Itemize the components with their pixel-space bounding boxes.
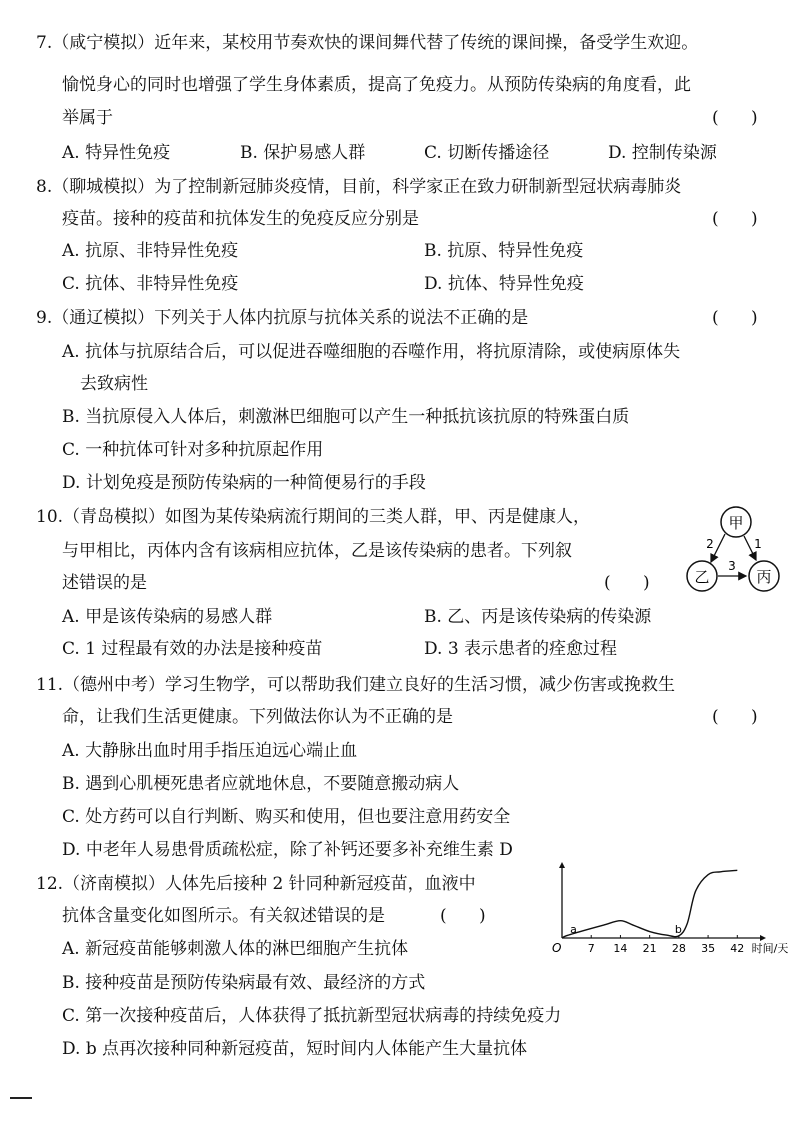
q11-stem-line-2: 命，让我们生活更健康。下列做法你认为不正确的是 xyxy=(62,707,453,727)
node-yi-label: 乙 xyxy=(694,568,710,586)
q12-answer-blank: ( ) xyxy=(440,906,486,926)
arrow-2-label: 2 xyxy=(706,537,714,551)
q10-option-d: D. 3 表示患者的痊愈过程 xyxy=(424,639,618,659)
antibody-level-chart xyxy=(540,862,790,962)
arrow-3-label: 3 xyxy=(728,559,736,573)
q10-option-c: C. 1 过程最有效的办法是接种疫苗 xyxy=(62,639,323,659)
q7-option-b: B. 保护易感人群 xyxy=(240,143,366,163)
q11-option-a: A. 大静脉出血时用手指压迫远心端止血 xyxy=(62,741,358,761)
x-tick-label: 7 xyxy=(587,942,595,955)
q12-option-a: A. 新冠疫苗能够刺激人体的淋巴细胞产生抗体 xyxy=(62,939,409,959)
origin-label: O xyxy=(552,941,562,955)
antibody-curve xyxy=(562,870,737,938)
q12-option-d: D. b 点再次接种同种新冠疫苗，短时间内人体能产生大量抗体 xyxy=(62,1039,528,1059)
q9-stem-line-1: 9.（通辽模拟）下列关于人体内抗原与抗体关系的说法不正确的是 xyxy=(36,308,529,328)
q11-option-b: B. 遇到心肌梗死患者应就地休息，不要随意搬动病人 xyxy=(62,774,460,794)
arrow-1-label: 1 xyxy=(754,537,762,551)
q8-option-d: D. 抗体、特异性免疫 xyxy=(424,274,584,294)
q9-option-b: B. 当抗原侵入人体后，刺激淋巴细胞可以产生一种抵抗该抗原的特殊蛋白质 xyxy=(62,407,630,427)
q7-answer-blank: ( ) xyxy=(712,108,758,128)
q8-stem-line-2: 疫苗。接种的疫苗和抗体发生的免疫反应分别是 xyxy=(62,209,419,229)
page-footer-rule xyxy=(10,1097,32,1099)
q12-option-b: B. 接种疫苗是预防传染病最有效、最经济的方式 xyxy=(62,973,426,993)
q9-option-a-line-2: 去致病性 xyxy=(80,374,148,394)
q9-option-d: D. 计划免疫是预防传染病的一种简便易行的手段 xyxy=(62,473,426,493)
q8-answer-blank: ( ) xyxy=(712,209,758,229)
q11-option-c: C. 处方药可以自行判断、购买和使用，但也要注意用药安全 xyxy=(62,807,511,827)
x-tick-label: 35 xyxy=(701,942,716,955)
x-tick-label: 42 xyxy=(730,942,745,955)
q12-stem-line-2: 抗体含量变化如图所示。有关叙述错误的是 xyxy=(62,906,385,926)
q10-option-a: A. 甲是该传染病的易感人群 xyxy=(62,607,273,627)
q7-stem-line-1: 7.（咸宁模拟）近年来，某校用节奏欢快的课间舞代替了传统的课间操，备受学生欢迎。 xyxy=(36,33,699,53)
q11-answer-blank: ( ) xyxy=(712,707,758,727)
q7-stem-line-3: 举属于 xyxy=(62,108,113,128)
q12-stem-line-1: 12.（济南模拟）人体先后接种 2 针同种新冠疫苗，血液中 xyxy=(36,874,476,894)
q11-stem-line-1: 11.（德州中考）学习生物学，可以帮助我们建立良好的生活习惯，减少伤害或挽救生 xyxy=(36,675,676,695)
point-label-a: a xyxy=(570,922,577,936)
point-label-b: b xyxy=(674,922,682,936)
q9-option-a-line-1: A. 抗体与抗原结合后，可以促进吞噬细胞的吞噬作用，将抗原清除，或使病原体失 xyxy=(62,342,681,362)
population-transmission-diagram xyxy=(680,502,784,598)
node-jia-label: 甲 xyxy=(728,514,744,532)
q7-option-c: C. 切断传播途径 xyxy=(424,143,550,163)
q7-stem-line-2: 愉悦身心的同时也增强了学生身体素质，提高了免疫力。从预防传染病的角度看，此 xyxy=(62,75,691,95)
q10-answer-blank: ( ) xyxy=(604,573,650,593)
x-tick-label: 28 xyxy=(671,942,686,955)
y-axis-arrow xyxy=(559,862,565,868)
x-tick-label: 14 xyxy=(613,942,628,955)
q10-option-b: B. 乙、丙是该传染病的传染源 xyxy=(424,607,652,627)
q11-option-d: D. 中老年人易患骨质疏松症，除了补钙还要多补充维生素 D xyxy=(62,840,513,860)
x-axis-label: 时间/天 xyxy=(751,942,789,955)
q10-stem-line-2: 与甲相比，丙体内含有该病相应抗体，乙是该传染病的患者。下列叙 xyxy=(62,541,572,561)
q8-option-a: A. 抗原、非特异性免疫 xyxy=(62,241,239,261)
q8-option-b: B. 抗原、特异性免疫 xyxy=(424,241,584,261)
q7-option-d: D. 控制传染源 xyxy=(608,143,717,163)
q8-option-c: C. 抗体、非特异性免疫 xyxy=(62,274,239,294)
q10-stem-line-1: 10.（青岛模拟）如图为某传染病流行期间的三类人群，甲、丙是健康人， xyxy=(36,507,591,527)
node-bing-label: 丙 xyxy=(756,568,772,586)
x-axis-arrow xyxy=(760,935,766,941)
x-tick-label: 21 xyxy=(642,942,657,955)
q12-option-c: C. 第一次接种疫苗后，人体获得了抵抗新型冠状病毒的持续免疫力 xyxy=(62,1006,562,1026)
q8-stem-line-1: 8.（聊城模拟）为了控制新冠肺炎疫情，目前，科学家正在致力研制新型冠状病毒肺炎 xyxy=(36,177,682,197)
q7-option-a: A. 特异性免疫 xyxy=(62,143,171,163)
q9-answer-blank: ( ) xyxy=(712,308,758,328)
q9-option-c: C. 一种抗体可针对多种抗原起作用 xyxy=(62,440,324,460)
q10-stem-line-3: 述错误的是 xyxy=(62,573,147,593)
